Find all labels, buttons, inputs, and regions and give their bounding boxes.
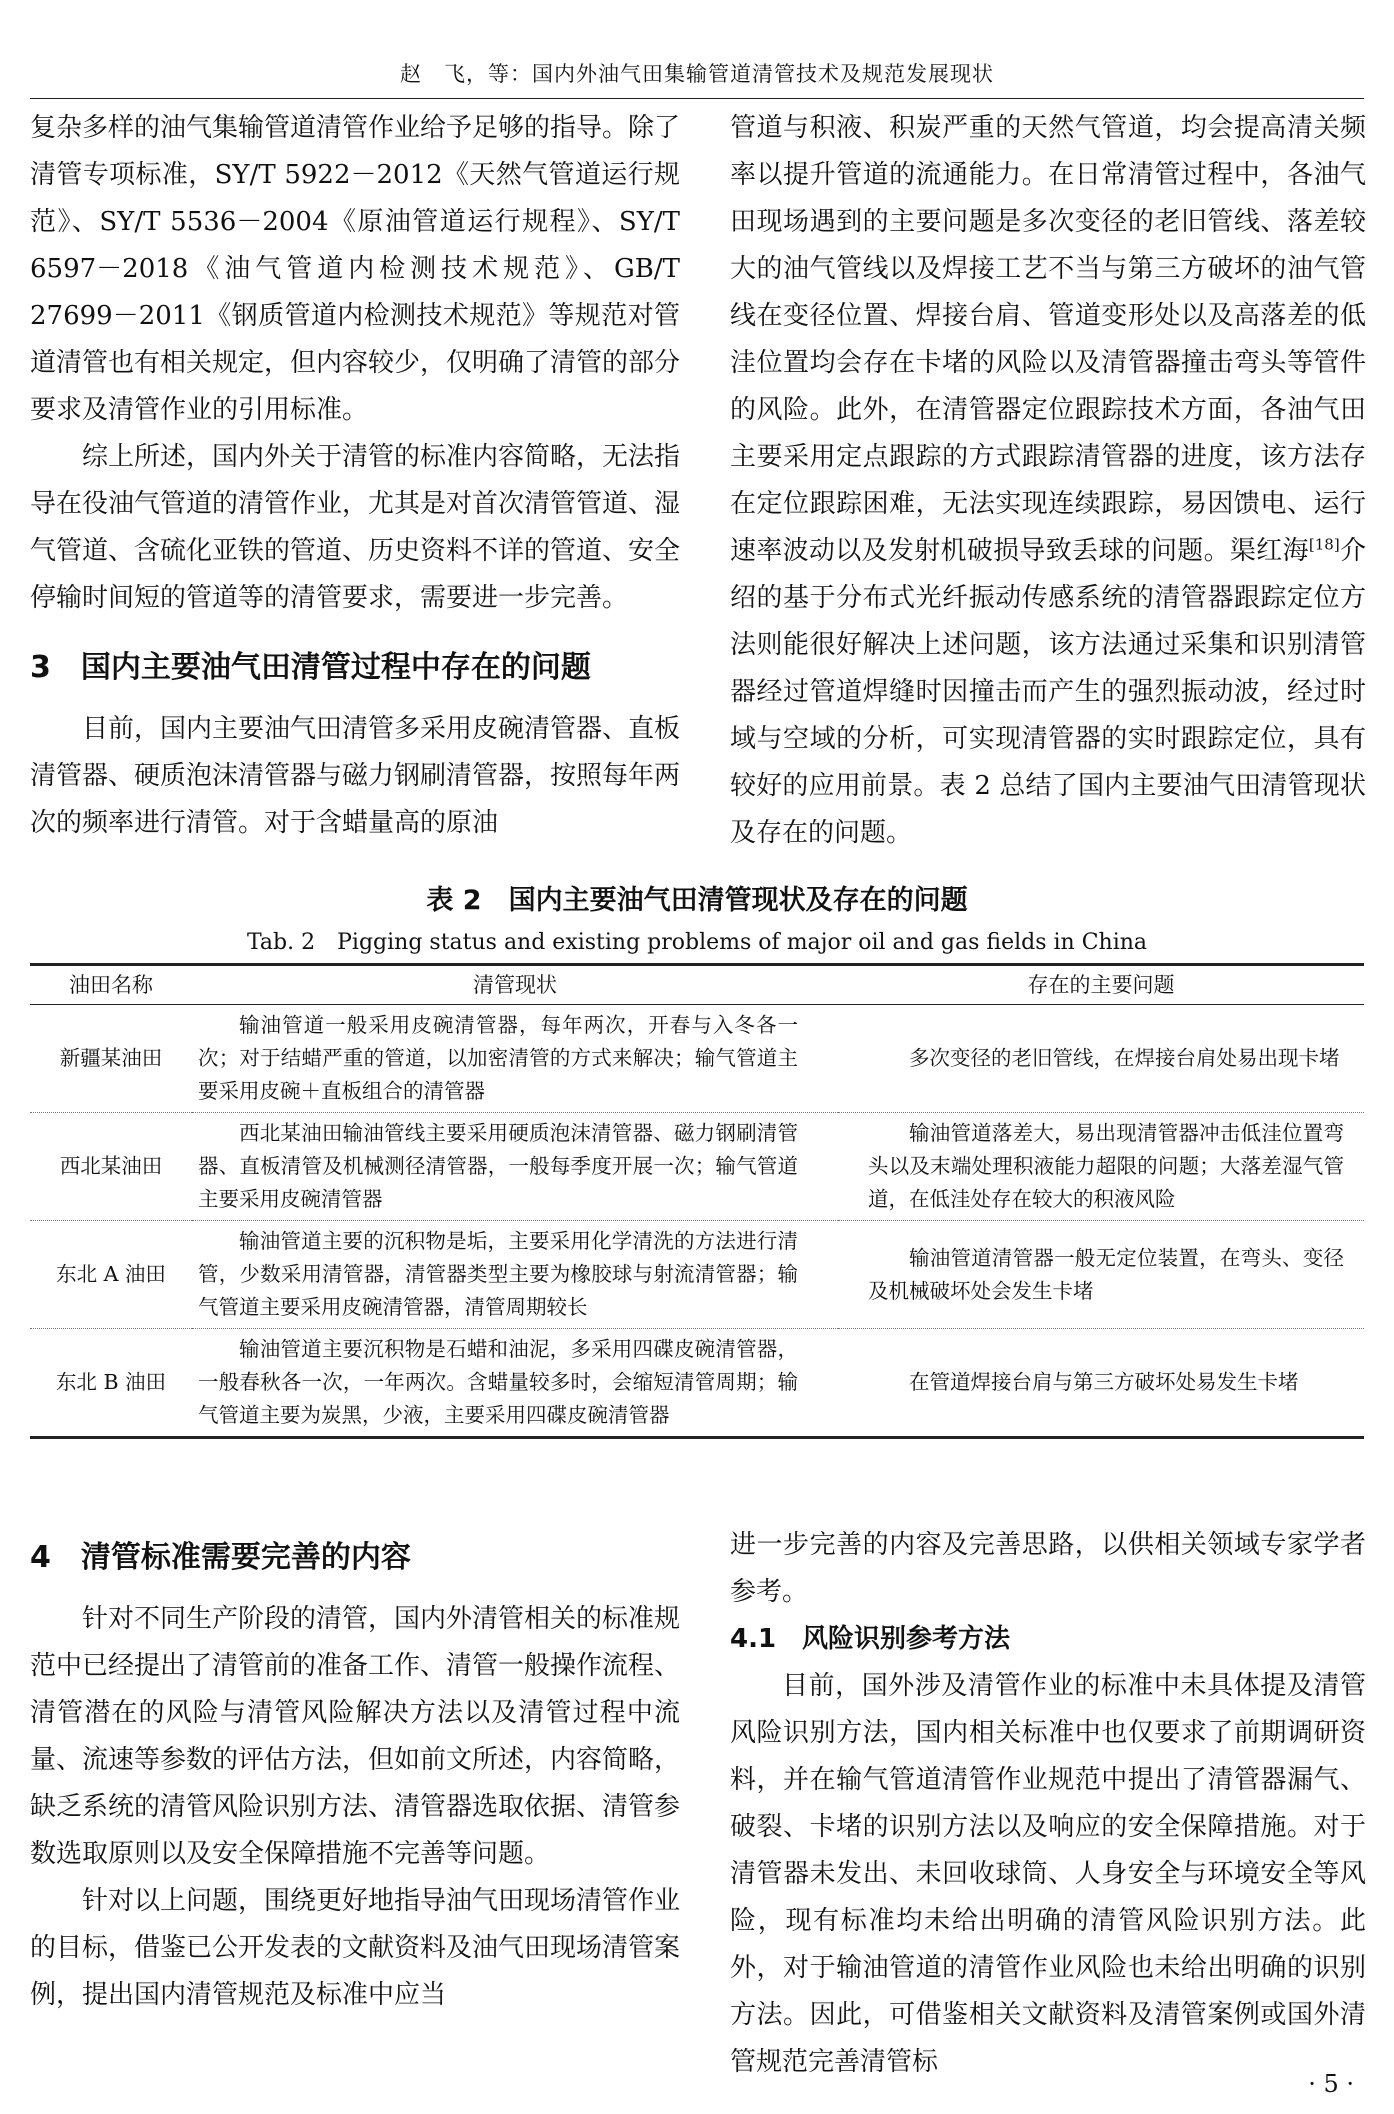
table-header-row <box>30 965 1364 1005</box>
problem-cell: 在管道焊接台肩与第三方破坏处易发生卡堵 <box>838 1329 1364 1438</box>
status-cell: 输油管道主要的沉积物是垢，主要采用化学清洗的方法进行清管，少数采用清管器，清管器类型主要为橡胶球与射流清管器；输气管道主要采用皮碗清管器，清管周期较长 <box>192 1221 838 1329</box>
paragraph-text: 管道与积液、积炭严重的天然气管道，均会提高清关频率以提升管道的流通能力。在日常清管过程中，各油气田现场遇到的主要问题是多次变径的老旧管线、落差较大的油气管线以及焊接工艺不当与第三方破坏的油气管线在变径位置、焊接台肩、管道变形处以及高落差的低洼位置均会存在卡堵的风险以及清管器撞击弯头等管件的风险。此外，在清管器定位跟踪技术方面，各油气田主要采用定点跟踪的方式跟踪清管器的进度，该方法存在定位跟踪困难，无法实现连续跟踪，易因馈电、运行速率波动以及发射机破损导致丢球的问题。渠红海 <box>730 113 1366 566</box>
paragraph: 复杂多样的油气集输管道清管作业给予足够的指导。除了清管专项标准，SY/T 5922－2012《天然气管道运行规范》、SY/T 5536－2004《原油管道运行规程》、SY/T 6597－2018《油气管道内检测技术规范》、GB/T 27699－2011《钢质管道内检测技术规范》等规范对管道清管也有相关规定，但内容较少，仅明确了清管的部分要求及清管作业的引用标准。 <box>30 113 681 425</box>
table-row <box>30 1329 1364 1438</box>
paragraph: 综上所述，国内外关于清管的标准内容简略，无法指导在役油气管道的清管作业，尤其是对首次清管管道、湿气管道、含硫化亚铁的管道、历史资料不详的管道、安全停输时间短的管道等的清管要求，需要进一步完善。 <box>30 442 681 613</box>
problem-cell: 多次变径的老旧管线，在焊接台肩处易出现卡堵 <box>838 1005 1364 1113</box>
table-title: 表 2 国内主要油气田清管现状及存在的问题 <box>426 885 968 916</box>
table-row <box>30 1221 1364 1329</box>
left-column-top <box>30 105 680 847</box>
subsection-4-1-title: 4.1 风险识别参考方法 <box>730 1624 1011 1654</box>
pigging-status-table <box>30 963 1364 1439</box>
table-row <box>30 1113 1364 1221</box>
left-column-bottom <box>30 1530 680 2019</box>
section-3-title: 3 国内主要油气田清管过程中存在的问题 <box>30 650 591 685</box>
table-title-en: Tab. 2 Pigging status and existing problems of major oil and gas fields in China <box>246 930 1148 955</box>
paragraph: 目前，国内主要油气田清管多采用皮碗清管器、直板清管器、硬质泡沫清管器与磁力钢刷清管器，按照每年两次的频率进行清管。对于含蜡量高的原油 <box>30 714 681 838</box>
paragraph <box>730 105 1366 857</box>
header-rule <box>30 98 1364 99</box>
status-cell: 输油管道主要沉积物是石蜡和油泥，多采用四碟皮碗清管器，一般春秋各一次，一年两次。含蜡量较多时，会缩短清管周期；输气管道主要为炭黑，少液，主要采用四碟皮碗清管器 <box>192 1329 838 1438</box>
paragraph-text: 介绍的基于分布式光纤振动传感系统的清管器跟踪定位方法则能很好解决上述问题，该方法通过采集和识别清管器经过管道焊缝时因撞击而产生的强烈振动波，经过时域与空域的分析，可实现清管器的实时跟踪定位，具有较好的应用前景。表 2 总结了国内主要油气田清管现状及存在的问题。 <box>730 536 1366 848</box>
right-column-top <box>730 105 1366 857</box>
column-header: 油田名称 <box>30 965 192 1005</box>
paragraph: 目前，国外涉及清管作业的标准中未具体提及清管风险识别方法，国内相关标准中也仅要求了前期调研资料，并在输气管道清管作业规范中提出了清管器漏气、破裂、卡堵的识别方法以及响应的安全保障措施。对于清管器未发出、未回收球筒、人身安全与环境安全等风险，现有标准均未给出明确的清管风险识别方法。此外，对于输油管道的清管作业风险也未给出明确的识别方法。因此，可借鉴相关文献资料及清管案例或国外清管规范完善清管标 <box>730 1671 1366 2077</box>
paragraph: 针对以上问题，围绕更好地指导油气田现场清管作业的目标，借鉴已公开发表的文献资料及油气田现场清管案例，提出国内清管规范及标准中应当 <box>30 1886 681 2010</box>
column-header: 清管现状 <box>192 965 838 1005</box>
section-4-title: 4 清管标准需要完善的内容 <box>30 1540 411 1575</box>
table-row <box>30 1005 1364 1113</box>
field-name-cell: 东北 A 油田 <box>30 1221 192 1329</box>
field-name-cell: 东北 B 油田 <box>30 1329 192 1438</box>
status-cell: 西北某油田输油管线主要采用硬质泡沫清管器、磁力钢刷清管器、直板清管及机械测径清管器，一般每季度开展一次；输气管道主要采用皮碗清管器 <box>192 1113 838 1221</box>
problem-cell: 输油管道清管器一般无定位装置，在弯头、变径及机械破坏处会发生卡堵 <box>838 1221 1364 1329</box>
column-header: 存在的主要问题 <box>838 965 1364 1005</box>
citation-ref: [18] <box>1308 535 1340 554</box>
right-column-bottom <box>730 1522 1366 2086</box>
status-cell: 输油管道一般采用皮碗清管器，每年两次，开春与入冬各一次；对于结蜡严重的管道，以加密清管的方式来解决；输气管道主要采用皮碗＋直板组合的清管器 <box>192 1005 838 1113</box>
field-name-cell: 西北某油田 <box>30 1113 192 1221</box>
page-number: · 5 · <box>1308 2070 1354 2098</box>
problem-cell: 输油管道落差大，易出现清管器冲击低洼位置弯头以及末端处理积液能力超限的问题；大落差湿气管道，在低洼处存在较大的积液风险 <box>838 1113 1364 1221</box>
paragraph: 针对不同生产阶段的清管，国内外清管相关的标准规范中已经提出了清管前的准备工作、清管一般操作流程、清管潜在的风险与清管风险解决方法以及清管过程中流量、流速等参数的评估方法，但如前文所述，内容简略，缺乏系统的清管风险识别方法、清管器选取依据、清管参数选取原则以及安全保障措施不完善等问题。 <box>30 1604 681 1869</box>
field-name-cell: 新疆某油田 <box>30 1005 192 1113</box>
paragraph: 进一步完善的内容及完善思路，以供相关领域专家学者参考。 <box>730 1530 1366 1607</box>
running-header: 赵 飞，等：国内外油气田集输管道清管技术及规范发展现状 <box>400 62 994 86</box>
